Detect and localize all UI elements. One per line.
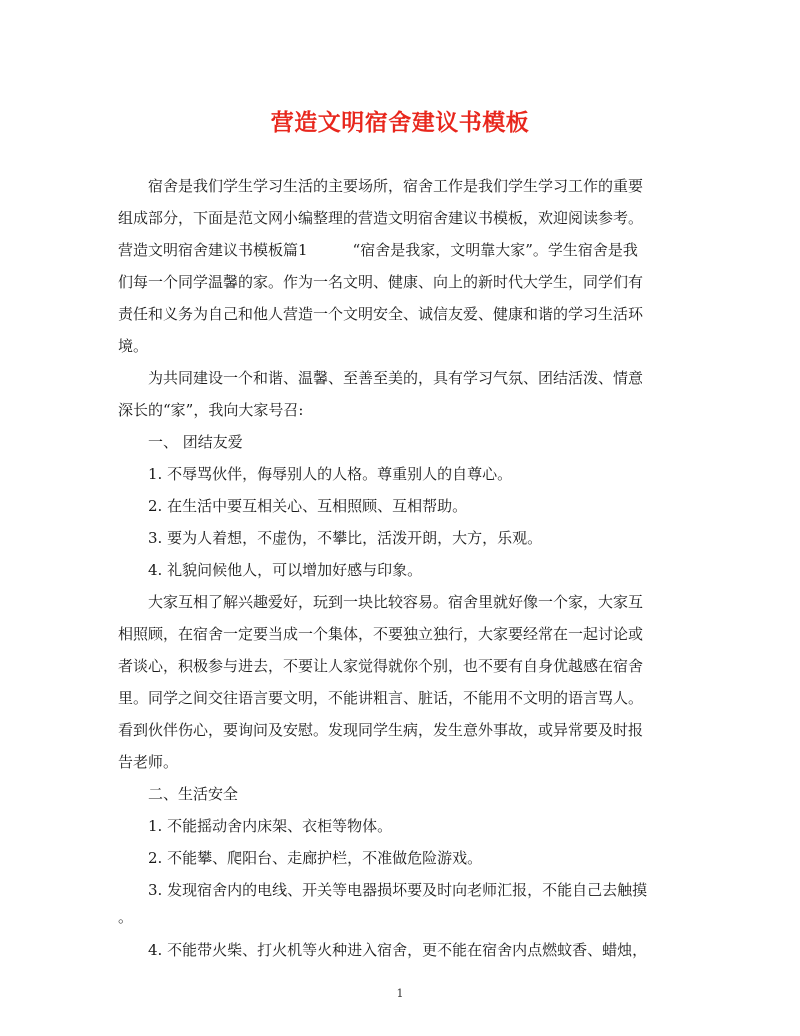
paragraph-line: 们每一个同学温馨的家。作为一名文明、健康、向上的新时代大学生，同学们有 xyxy=(118,273,644,291)
paragraph-line: 里。同学之间交往语言要文明，不能讲粗言、脏话，不能用不文明的语言骂人。 xyxy=(118,689,644,707)
paragraph-line: 告老师。 xyxy=(118,753,179,771)
paragraph-line: 为共同建设一个和谐、温馨、至善至美的，具有学习气氛、团结活泼、情意 xyxy=(148,369,644,387)
paragraph-line: 组成部分，下面是范文网小编整理的营造文明宿舍建议书模板，欢迎阅读参考。 xyxy=(118,209,644,227)
paragraph-line: 深长的“家”，我向大家号召: xyxy=(118,401,304,419)
document-title: 营造文明宿舍建议书模板 xyxy=(270,109,530,136)
list-item: 2. 不能攀、爬阳台、走廊护栏，不准做危险游戏。 xyxy=(148,849,483,867)
paragraph-line: 境。 xyxy=(118,337,149,355)
section-heading: 二、生活安全 xyxy=(148,785,239,803)
section-heading: 一、 团结友爱 xyxy=(148,433,243,451)
paragraph-line: 营造文明宿舍建议书模板篇1 “宿舍是我家，文明靠大家”。学生宿舍是我 xyxy=(118,241,638,259)
paragraph-line: 相照顾，在宿舍一定要当成一个集体，不要独立独行，大家要经常在一起讨论或 xyxy=(118,625,644,643)
list-item: 2. 在生活中要互相关心、互相照顾、互相帮助。 xyxy=(148,497,468,515)
page-number: 1 xyxy=(396,987,404,1000)
paragraph-line: 。 xyxy=(118,908,134,926)
paragraph-line: 责任和义务为自己和他人营造一个文明安全、诚信友爱、健康和谐的学习生活环 xyxy=(118,305,644,323)
list-item: 3. 要为人着想，不虚伪，不攀比，活泼开朗，大方，乐观。 xyxy=(148,529,543,547)
paragraph-line: 大家互相了解兴趣爱好，玩到一块比较容易。宿舍里就好像一个家，大家互 xyxy=(148,593,644,611)
paragraph-line: 者谈心，积极参与进去，不要让人家觉得就你个别，也不要有自身优越感在宿舍 xyxy=(118,657,644,675)
list-item: 1. 不辱骂伙伴，侮辱别人的人格。尊重别人的自尊心。 xyxy=(148,465,513,483)
list-item: 4. 不能带火柴、打火机等火种进入宿舍，更不能在宿舍内点燃蚊香、蜡烛， xyxy=(148,941,648,959)
paragraph-line: 看到伙伴伤心，要询问及安慰。发现同学生病，发生意外事故，或异常要及时报 xyxy=(118,721,644,739)
list-item: 4. 礼貌问候他人，可以增加好感与印象。 xyxy=(148,561,423,579)
list-item: 1. 不能摇动舍内床架、衣柜等物体。 xyxy=(148,817,393,835)
list-item: 3. 发现宿舍内的电线、开关等电器损坏要及时向老师汇报，不能自己去触摸 xyxy=(148,881,648,899)
paragraph-line: 宿舍是我们学生学习生活的主要场所，宿舍工作是我们学生学习工作的重要 xyxy=(148,177,644,195)
